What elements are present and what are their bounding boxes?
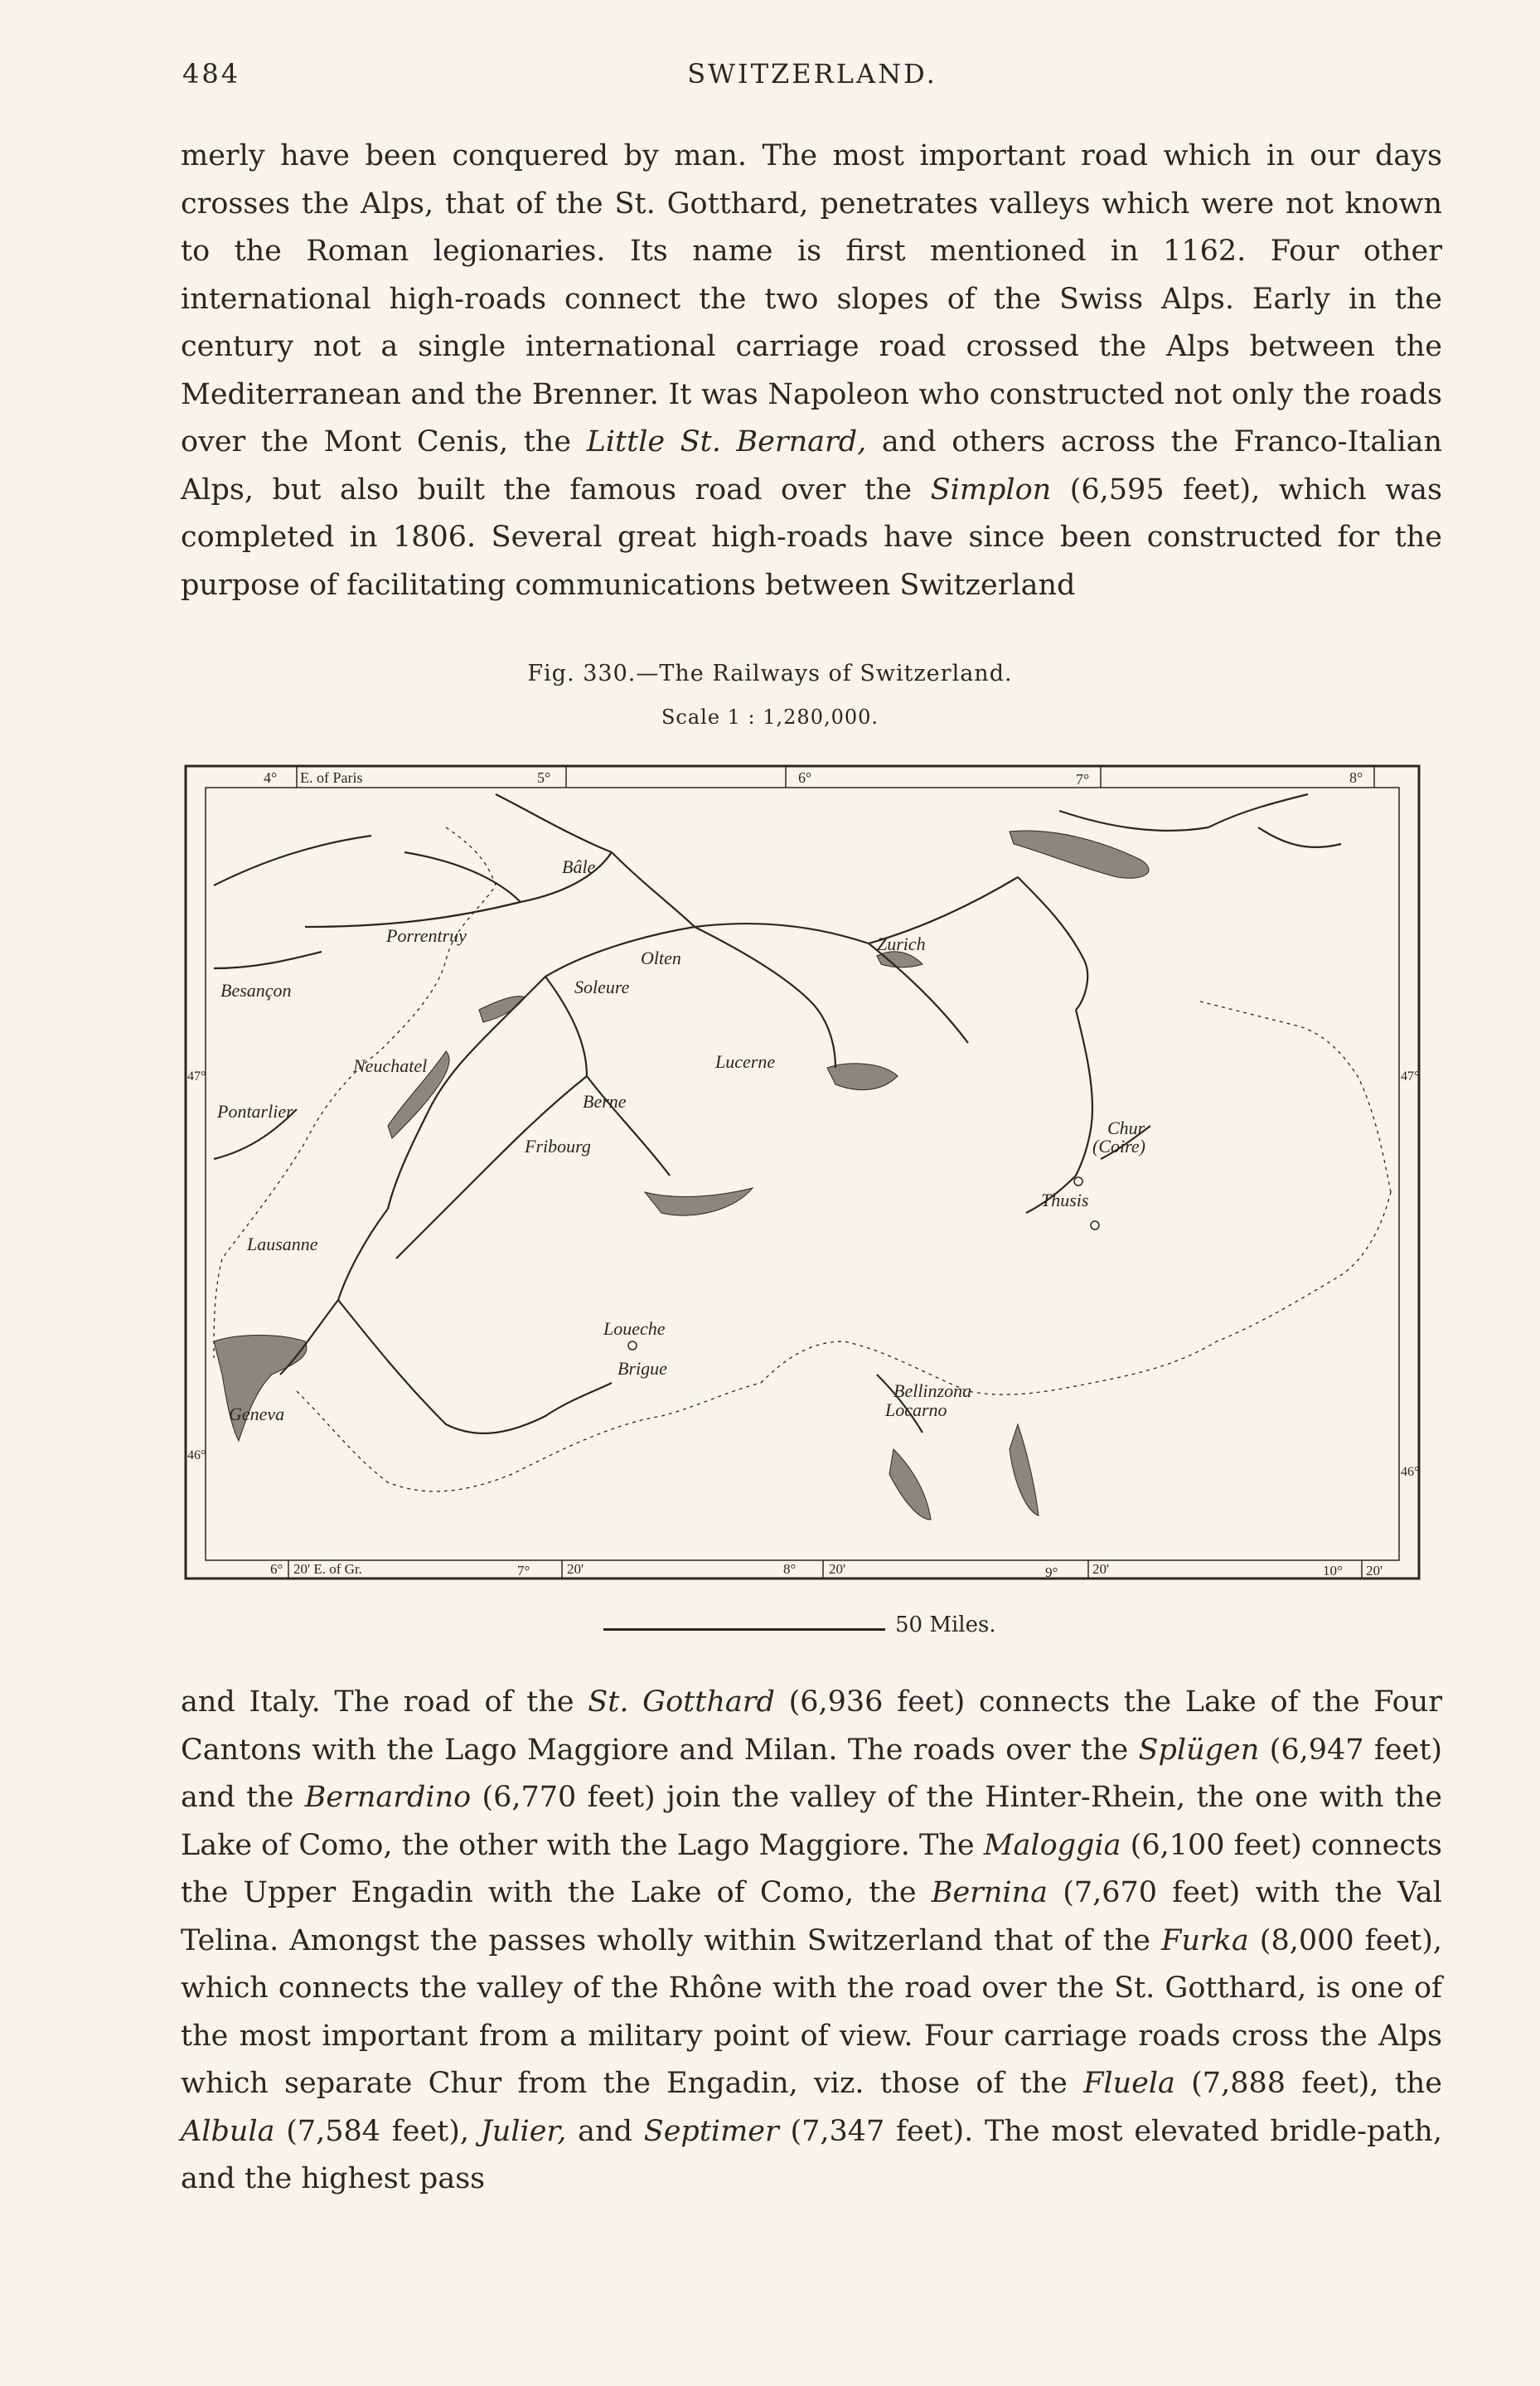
station-marker — [628, 1341, 637, 1350]
italic-term: Maloggia — [983, 1828, 1121, 1862]
place-names — [216, 856, 1145, 1424]
station-marker — [1091, 1221, 1099, 1229]
map-side-label: 47° — [1401, 1069, 1420, 1084]
paragraph-top-text — [181, 133, 1442, 609]
place-label: Soleure — [574, 977, 630, 997]
italic-term: Splügen — [1138, 1733, 1260, 1767]
railway-line — [695, 927, 835, 1068]
place-label: Lucerne — [715, 1051, 776, 1072]
place-label: Chur — [1107, 1118, 1145, 1138]
place-label: Brigue — [617, 1358, 667, 1379]
text-run: (8,000 feet), which connects the valley of the Rhône with the road over the St. Gotthard, is one of the most important from a military point of view. Four carriage roads cross the Alps which separate Chur from the Engadin, viz. those of the — [181, 1923, 1442, 2100]
italic-term: Furka — [1161, 1923, 1249, 1957]
place-label: Geneva — [229, 1404, 285, 1424]
lake-lucerne — [827, 1064, 898, 1090]
italic-term: Little St. Bernard, — [586, 425, 867, 458]
railway-line — [1059, 811, 1208, 831]
map-border — [186, 766, 1419, 1579]
railway-line — [338, 1300, 612, 1433]
map-top-label: 6° — [798, 769, 812, 786]
page-header — [182, 58, 1442, 108]
railway-line — [214, 836, 371, 885]
map-bottom-label: 8° — [783, 1561, 797, 1577]
place-label: (Coire) — [1092, 1136, 1145, 1157]
place-label: Loueche — [603, 1318, 666, 1339]
map-side-label: 46° — [187, 1448, 206, 1462]
map-top-label: 8° — [1349, 769, 1363, 786]
place-label: Lausanne — [247, 1234, 318, 1254]
italic-term: St. Gotthard — [588, 1685, 775, 1719]
top-labels — [264, 769, 1363, 788]
text-run: (7,584 feet), — [274, 2114, 481, 2148]
railway-line — [1076, 1010, 1092, 1176]
text-run: (6,100 feet) connects the Upper Engadin with the Lake of Como, the — [181, 1828, 1442, 1909]
figure-caption: Fig. 330.—The Railways of Switzerland. — [527, 661, 1013, 686]
text-run: (7,888 feet), the — [1174, 2067, 1442, 2100]
place-label: Neuchatel — [353, 1055, 428, 1076]
italic-term: Albula — [181, 2114, 275, 2148]
text-run: (6,595 feet), which was completed in 1806. Several great high-roads have since been constructed for the purpose of facilitating communications between Switzerland — [181, 473, 1442, 602]
side-labels — [187, 1069, 1419, 1479]
map-bottom-label: 20' — [567, 1561, 584, 1577]
scale-bar-line — [603, 1628, 885, 1631]
lake-como — [1010, 1424, 1039, 1515]
railway-lines — [214, 794, 1341, 1433]
lake-thun-brienz — [645, 1188, 753, 1215]
text-run: (7,670 feet) with the Val Telina. Amongst the passes wholly within Switzerland that of the — [181, 1876, 1442, 1957]
bottom-ticks — [288, 1560, 1362, 1579]
lake-biel — [479, 997, 525, 1022]
place-label: Fribourg — [525, 1136, 591, 1157]
map-bottom-label: 10° — [1323, 1563, 1343, 1579]
railway-line — [404, 852, 521, 902]
map-bottom-label: 7° — [517, 1563, 530, 1579]
place-label: Zurich — [877, 934, 926, 954]
place-label: Thusis — [1041, 1190, 1089, 1210]
place-label: Bâle — [562, 856, 596, 877]
italic-term: Julier, — [480, 2114, 567, 2148]
scale-bar-label: 50 Miles. — [895, 1612, 996, 1637]
italic-term: Simplon — [930, 473, 1052, 507]
map-bottom-label: 20' — [1366, 1563, 1383, 1579]
lake-constance — [1010, 831, 1149, 878]
italic-term: Septimer — [643, 2114, 779, 2148]
railway-line — [1208, 794, 1308, 827]
place-label: Olten — [641, 948, 681, 968]
lakes — [214, 831, 1149, 1520]
place-label: Bellinzona — [893, 1380, 972, 1401]
railway-line — [214, 952, 322, 968]
place-label: Pontarlier — [217, 1101, 293, 1122]
text-run: (6,770 feet) join the valley of the Hinter-Rhein, the one with the Lake of Como, the other with the Lago Maggiore. The — [181, 1781, 1442, 1862]
map-bottom-label: 9° — [1045, 1564, 1058, 1580]
text-run: (6,947 feet) and the — [181, 1733, 1442, 1814]
text-run: and others across the Franco-Italian Alps, but also built the famous road over the — [181, 425, 1442, 507]
place-label: Locarno — [885, 1399, 947, 1420]
text-run: and Italy. The road of the — [181, 1685, 588, 1719]
figure-scale: Scale 1 : 1,280,000. — [661, 706, 879, 729]
paragraph-top — [181, 133, 1442, 609]
railway-map-svg — [181, 761, 1424, 1583]
frontier-segment — [1200, 1001, 1391, 1192]
place-label: Berne — [583, 1091, 627, 1112]
map-top-label: 5° — [537, 769, 551, 786]
map-bottom-label: 6° — [270, 1561, 283, 1577]
map-bottom-label: 20' — [1092, 1561, 1110, 1577]
map-scale-bar — [603, 1612, 1184, 1646]
railway-line — [1018, 877, 1087, 1010]
map-inner-border — [206, 788, 1399, 1560]
text-run: (6,936 feet) connects the Lake of the Four Cantons with the Lago Maggiore and Milan. The roads over the — [181, 1685, 1442, 1767]
page-number: 484 — [182, 58, 241, 90]
railway-line — [612, 852, 695, 927]
text-run: and — [566, 2114, 644, 2148]
italic-term: Bernardino — [304, 1781, 472, 1814]
paragraph-bottom-text — [181, 1679, 1442, 2204]
map-bottom-label: 20' E. of Gr. — [293, 1561, 362, 1577]
text-run: (7,347 feet). The most elevated bridle-path, and the highest pass — [181, 2114, 1442, 2195]
station-marker — [1074, 1177, 1082, 1186]
place-label: Besançon — [220, 980, 292, 1001]
railway-line — [496, 794, 612, 852]
top-ticks — [297, 766, 1374, 788]
lake-geneva — [214, 1336, 307, 1442]
map-top-label: 7° — [1076, 771, 1090, 788]
railway-map — [181, 761, 1424, 1583]
map-bottom-label: 20' — [829, 1561, 846, 1577]
frontier-segment — [297, 1383, 761, 1491]
map-side-label: 47° — [187, 1069, 206, 1084]
place-label: Porrentruy — [386, 925, 467, 946]
map-side-label: 46° — [1401, 1465, 1420, 1479]
lake-maggiore — [889, 1449, 931, 1520]
text-run: merly have been conquered by man. The most important road which in our days crosses the Alps, that of the St. Gotthard, penetrates valleys which were not known to the Roman legionaries. Its name is first mentioned in 1162. Four other international high-roads connect the two slopes of the Swiss Alps. Early in the century not a single international carriage road crossed the Alps between the Mediterranean and the Brenner. It was Napoleon who constructed not only the roads over the Mont Cenis, the — [181, 139, 1442, 458]
frontier-segment — [214, 827, 496, 1358]
running-title: SWITZERLAND. — [687, 58, 937, 90]
railway-line — [1258, 827, 1341, 847]
italic-term: Fluela — [1083, 2067, 1175, 2100]
paragraph-bottom — [181, 1679, 1442, 2204]
italic-term: Bernina — [931, 1876, 1048, 1909]
map-top-label: 4° — [264, 769, 278, 786]
frontier-segment — [761, 1192, 1391, 1394]
map-top-label: E. of Paris — [300, 769, 363, 786]
